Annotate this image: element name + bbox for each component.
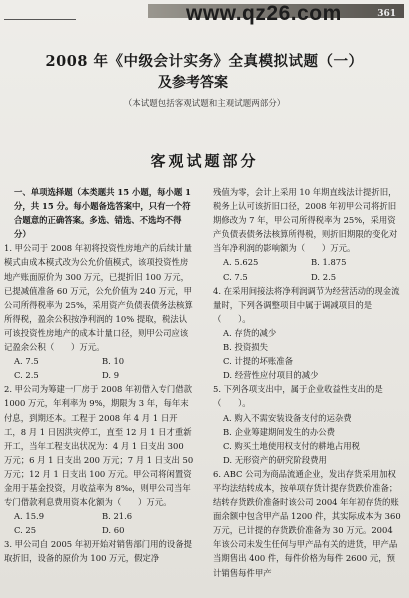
answer-option: D. 9	[102, 370, 120, 381]
answer-option: B. 投资损失	[223, 342, 268, 353]
answer-option: D. 2.5	[311, 271, 337, 282]
question-text: 3. 甲公司自 2005 年初开始对销售部门用的设备提取折旧，设备的原价为 100 万元，假定净	[4, 539, 193, 564]
right-column	[213, 185, 403, 580]
answer-option: C. 2.5	[14, 370, 39, 381]
answer-option: A. 购入不需安装设备支付的运杂费	[223, 412, 352, 423]
answer-options	[213, 411, 403, 467]
answer-option: A. 5.625	[223, 257, 259, 268]
answer-options	[4, 509, 194, 537]
page-number: 361	[377, 9, 396, 19]
header-rule	[4, 19, 76, 20]
answer-option: B. 10	[102, 356, 125, 367]
answer-option: A. 存货的减少	[223, 327, 277, 338]
exam-note: （本试题包括客观试题和主观试题两部分）	[123, 99, 286, 109]
answer-option: C. 购买土地使用权支付的耕地占用税	[223, 440, 361, 451]
answer-option: A. 15.9	[14, 511, 45, 522]
section-title: 客观试题部分	[150, 152, 259, 170]
answer-option: B. 企业筹建期间发生的办公费	[223, 426, 335, 437]
answer-options	[4, 354, 194, 382]
answer-option: D. 无形资产的研究阶段费用	[223, 454, 327, 465]
left-column	[4, 185, 194, 566]
exam-title: 2008 年《中级会计实务》全真模拟试题（一）	[45, 53, 364, 70]
answer-option: C. 7.5	[223, 271, 248, 282]
answer-option: B. 21.6	[102, 511, 133, 522]
question-text: 4. 在采用间接法将净利润调节为经营活动的现金流量时，下列各调整项目中属于调减项目的是（ ）。	[213, 285, 400, 324]
answer-option: D. 经营性应付项目的减少	[223, 370, 319, 381]
answer-options	[213, 255, 403, 283]
question-text: 残值为零，会计上采用 10 年期直线法计提折旧，税务上认可该折旧口径，2008 年初甲公司将折旧期修改为 7 年，甲公司所得税率为 25%，采用资产负债表债务法核算所得税，则折旧期限的变化对当年净利润的影响额为（ ）万元。	[213, 187, 398, 254]
answer-option: C. 25	[14, 525, 37, 536]
answer-options	[213, 326, 403, 382]
question-text: 6. ABC 公司为商品流通企业，发出存货采用加权平均法结转成本，按单项存货计提存货跌价准备；结转存货跌价准备时该公司 2004 年年初存货的账面余额中包含甲产品 1200 件，其实际成本为 360 万元，已计提的存货跌价准备为 30 万元。2004 年该公司未发生任何与甲产品有关的进货，甲产品当期售出 400 件，每件价格为每件 2600 元，预计销售每件甲产	[213, 468, 401, 578]
answer-option: C. 计提的坏账准备	[223, 356, 294, 367]
answer-option: A. 7.5	[14, 356, 39, 367]
answer-option: D. 60	[102, 525, 125, 536]
question-text: 5. 下列各项支出中，属于企业收益性支出的是（ ）。	[213, 384, 383, 409]
question-section-heading: 一、单项选择题（本类题共 15 小题，每小题 1 分，共 15 分。每小题备选答案中，只有一个符合题意的正确答案。多选、错选、不选均不得分）	[14, 187, 191, 240]
watermark-url: www.qz26.com	[186, 2, 342, 25]
exam-subtitle: 及参考答案	[158, 75, 228, 91]
question-text: 1. 甲公司于 2008 年初将投资性房地产的后续计量模式由成本模式改为公允价值模式，该项投资性房地产账面原价为 300 万元，已提折旧 100 万元，已提减值准备 60 万元，公允价值为 240 万元，甲公司所得税率为 25%，采用资产负债表债务法核算所得税，盈余公积按净利润的 10% 提取，税法认可该投资性房地产的成本计量口径，则甲公司应该记盈余公积（ ）万元。	[4, 243, 193, 353]
answer-option: B. 1.875	[311, 257, 347, 268]
question-text: 2. 甲公司为筹建一厂房于 2008 年初借入专门借款 1000 万元，年利率为 9%，期限为 3 年，每年末付息，到期还本。工程于 2008 年 4 月 1 日开工，8 月 1 日因洪灾停工，直至 12 月 1 日才重新开工，当年工程支出状况为：4 月 1 日支出 300 万元；6 月 1 日支出 200 万元；7 月 1 日支出 50 万元；12 月 1 日支出 100 万元。甲公司将闲置资金用于基金投资，月收益率为 8‰，则甲公司当年专门借款利息费用资本化额为（ ）万元。	[4, 384, 194, 508]
